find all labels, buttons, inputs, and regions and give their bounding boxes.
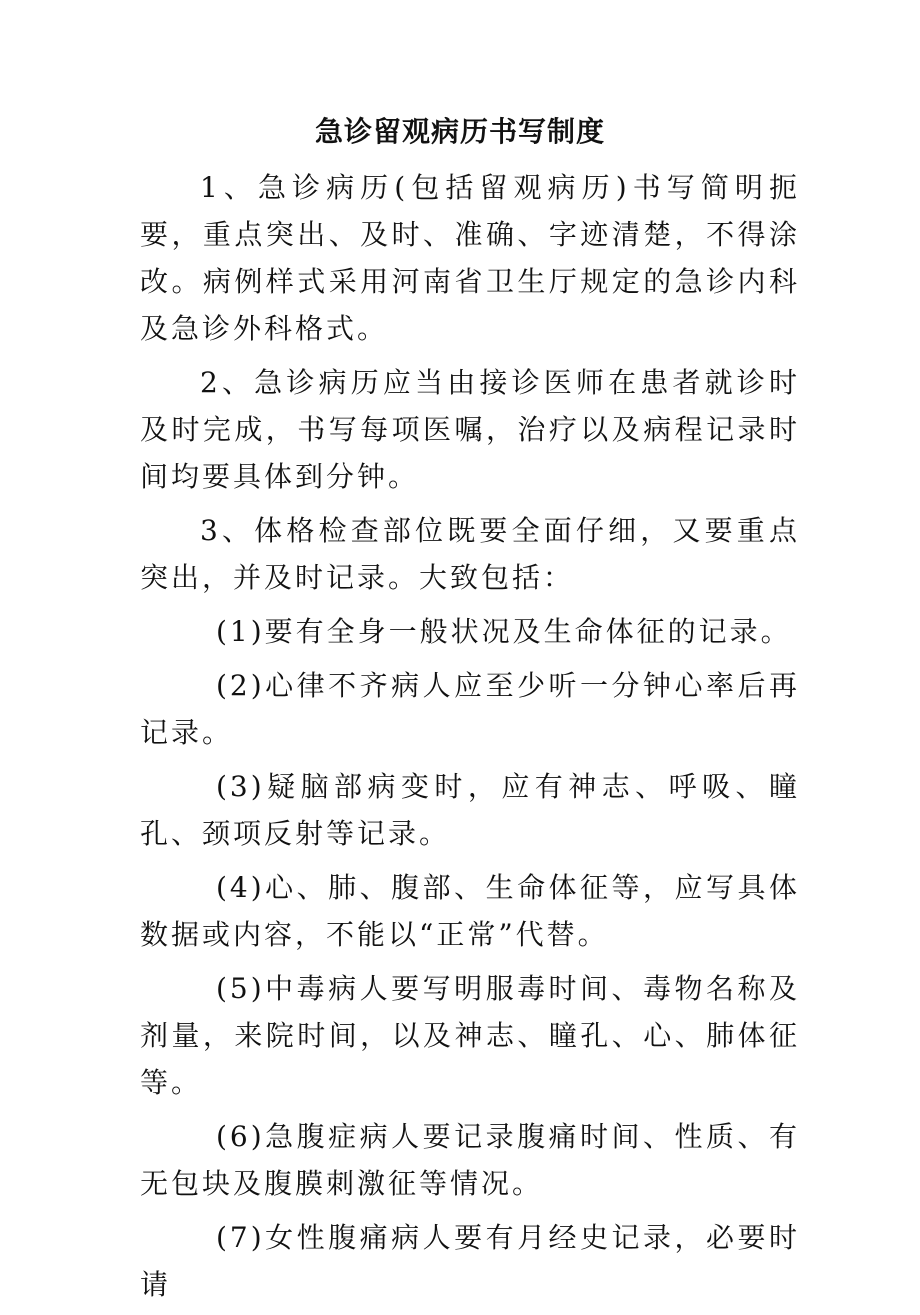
paragraph-item-5: (5)中毒病人要写明服毒时间、毒物名称及剂量，来院时间，以及神志、瞳孔、心、肺体征等。 <box>140 972 800 1099</box>
paragraph-2: 2、急诊病历应当由接诊医师在患者就诊时及时完成，书写每项医嘱，治疗以及病程记录时间均要具体到分钟。 <box>140 366 800 493</box>
paragraph-item-3: (3)疑脑部病变时，应有神志、呼吸、瞳孔、颈项反射等记录。 <box>140 770 800 850</box>
paragraph-1: 1、急诊病历(包括留观病历)书写简明扼要，重点突出、及时、准确、字迹清楚，不得涂改。病例样式采用河南省卫生厅规定的急诊内科及急诊外科格式。 <box>140 171 800 345</box>
paragraph-3: 3、体格检查部位既要全面仔细，又要重点突出，并及时记录。大致包括： <box>140 514 800 594</box>
document-title: 急诊留观病历书写制度 <box>314 115 605 148</box>
paragraph-item-2: (2)心律不齐病人应至少听一分钟心率后再记录。 <box>140 669 800 749</box>
paragraph-item-1: (1)要有全身一般状况及生命体征的记录。 <box>216 615 792 648</box>
paragraph-item-7: (7)女性腹痛病人要有月经史记录，必要时请 <box>140 1221 800 1301</box>
paragraph-item-6: (6)急腹症病人要记录腹痛时间、性质、有无包块及腹膜刺激征等情况。 <box>140 1120 800 1200</box>
document-body <box>140 164 800 1315</box>
paragraph-item-4: (4)心、肺、腹部、生命体征等，应写具体数据或内容，不能以“正常”代替。 <box>140 871 800 951</box>
